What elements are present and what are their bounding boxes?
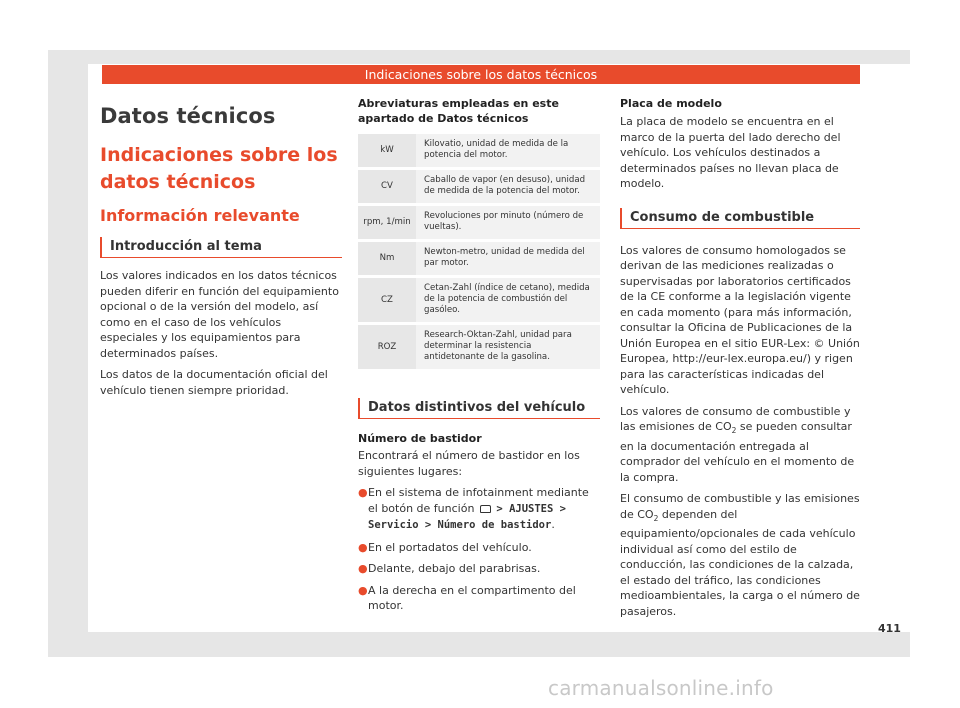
bullet-icon: ●: [358, 562, 368, 575]
column-2: [358, 96, 600, 614]
abbr-value: Revoluciones por minuto (número de vueltas).: [416, 205, 600, 241]
section-heading: Indicaciones sobre los datos técnicos: [100, 144, 338, 193]
table-row: [358, 241, 600, 277]
table-row: [358, 169, 600, 205]
list-item-text: En el sistema de infotainment mediante el botón de función: [368, 486, 589, 515]
list-item-text: A la derecha en el compartimento del motor.: [368, 583, 576, 612]
abbr-key: CV: [358, 169, 416, 205]
abbr-value: Research-Oktan-Zahl, unidad para determinar la resistencia antidetonante de la gasolina.: [416, 324, 600, 371]
topic-title: Consumo de combustible: [620, 208, 860, 229]
column-1: [100, 96, 342, 398]
bullet-icon: ●: [358, 583, 368, 597]
abbreviations-table: [358, 134, 600, 372]
abbr-key: Nm: [358, 241, 416, 277]
list-item-text: En el portadatos del vehículo.: [368, 540, 532, 554]
text-part: se pueden consultar en la documentación entregada al comprador del vehículo en el momento de la compra.: [620, 420, 855, 484]
topic-title: Datos distintivos del vehículo: [358, 398, 600, 419]
bullet-icon: ●: [358, 540, 368, 554]
subscript: 2: [653, 513, 659, 523]
abbr-key: ROZ: [358, 324, 416, 371]
list-item-text: Delante, debajo del parabrisas.: [368, 562, 541, 575]
abbr-value: Newton-metro, unidad de medida del par motor.: [416, 241, 600, 277]
co2-paragraph: [620, 404, 860, 486]
page-number: 411: [878, 622, 901, 635]
list-item: [358, 561, 600, 577]
abbreviations-heading: Abreviaturas empleadas en este apartado de Datos técnicos: [358, 97, 559, 125]
list-item-end: .: [551, 518, 555, 531]
subscript: 2: [731, 426, 737, 436]
text-part: dependen del equipamiento/opcionales de cada vehículo individual así como del estilo de conducción, las condiciones de la calzada, el estado del tráfico, las condiciones medioambientales, la carga o el número de pasajeros.: [620, 507, 860, 618]
bullet-icon: ●: [358, 486, 368, 499]
list-item: [358, 583, 600, 614]
text-part: Los valores de consumo de combustible y las emisiones de CO: [620, 404, 851, 433]
abbr-value: Kilovatio, unidad de medida de la potencia del motor.: [416, 134, 600, 169]
menu-path: > AJUSTES > Servicio > Número de bastidor: [368, 502, 566, 531]
column-3: [620, 96, 860, 619]
header-bar: Indicaciones sobre los datos técnicos: [102, 65, 860, 84]
consumption-paragraph: Los valores de consumo homologados se derivan de las mediciones realizadas o supervisadas por laboratorios certificados de la CE conforme a la legislación vigente en cada momento (para más información, consultar la Oficina de Publicaciones de la Unión Europea en el sitio EUR-Lex: © Unión Europea, http://eur-lex.europa.eu/) y rigen para las características indicadas del vehículo.: [620, 243, 860, 396]
list-item: [358, 485, 600, 534]
abbr-key: rpm, 1/min: [358, 205, 416, 241]
topic-title: Introducción al tema: [100, 237, 342, 258]
subsection-heading: Información relevante: [100, 206, 300, 225]
chapter-title: Datos técnicos: [100, 104, 276, 128]
chassis-number-heading: Número de bastidor: [358, 432, 482, 445]
abbr-key: CZ: [358, 277, 416, 324]
car-icon: [480, 505, 491, 513]
abbr-value: Caballo de vapor (en desuso), unidad de medida de la potencia del motor.: [416, 169, 600, 205]
table-row: [358, 277, 600, 324]
dependency-paragraph: [620, 491, 860, 619]
text-part: El consumo de combustible y las emisiones de CO: [620, 492, 860, 521]
chassis-intro: Encontrará el número de bastidor en los siguientes lugares:: [358, 449, 580, 478]
abbr-key: kW: [358, 134, 416, 169]
model-plate-paragraph: La placa de modelo se encuentra en el marco de la puerta del lado derecho del vehículo. Los vehículos destinados a determinados países no llevan placa de modelo.: [620, 115, 841, 190]
table-row: [358, 324, 600, 371]
abbr-value: Cetan-Zahl (índice de cetano), medida de la potencia de combustión del gasóleo.: [416, 277, 600, 324]
priority-paragraph: Los datos de la documentación oficial del vehículo tienen siempre prioridad.: [100, 368, 328, 397]
model-plate-heading: Placa de modelo: [620, 97, 722, 110]
table-row: [358, 205, 600, 241]
table-row: [358, 134, 600, 169]
watermark: carmanualsonline.info: [548, 676, 774, 700]
list-item: [358, 540, 600, 556]
intro-paragraph: Los valores indicados en los datos técnicos pueden diferir en función del equipamiento opcional o de la versión del modelo, así como en el caso de los vehículos especiales y los equipamientos para determinados países.: [100, 269, 339, 360]
